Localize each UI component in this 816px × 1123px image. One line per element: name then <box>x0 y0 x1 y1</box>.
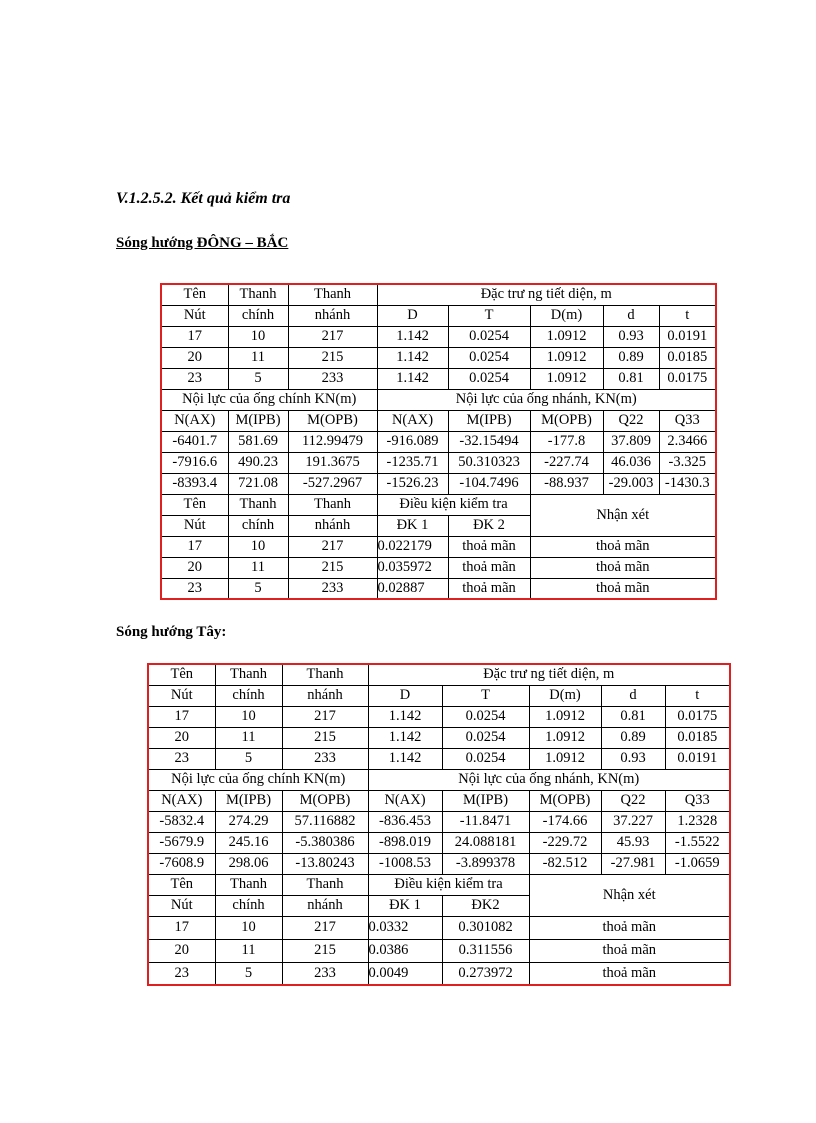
header-nax: N(AX) <box>161 410 228 431</box>
results-table-northeast <box>160 283 717 600</box>
header-dk1: ĐK 1 <box>377 515 448 536</box>
table-row <box>161 473 716 494</box>
header-nhan-xet: Nhận xét <box>529 874 730 916</box>
header-dieu-kien: Điều kiện kiểm tra <box>368 874 529 895</box>
header-nut: Nút <box>148 895 215 916</box>
header-Dm: D(m) <box>529 685 601 706</box>
cell: -82.512 <box>529 853 601 874</box>
check-header-row <box>161 494 716 515</box>
section1-title: Sóng hướng ĐÔNG – BẮC <box>116 235 289 251</box>
force-header-row <box>148 790 730 811</box>
cell: -3.325 <box>659 452 716 473</box>
cell: 11 <box>215 727 282 748</box>
table-row <box>161 557 716 578</box>
header-d: d <box>603 305 659 326</box>
cell: 0.93 <box>601 748 665 769</box>
header-D: D <box>368 685 442 706</box>
header-thanh-chinh: Thanh <box>215 664 282 685</box>
cell: -6401.7 <box>161 431 228 452</box>
table-row <box>148 727 730 748</box>
header-q22: Q22 <box>601 790 665 811</box>
cell: -1430.3 <box>659 473 716 494</box>
geom-header-row <box>161 284 716 305</box>
cell: 0.0191 <box>665 748 730 769</box>
cell: -898.019 <box>368 832 442 853</box>
header-dk2: ĐK2 <box>442 895 529 916</box>
cell: 37.227 <box>601 811 665 832</box>
cell: 23 <box>161 368 228 389</box>
cell: 0.0254 <box>448 347 530 368</box>
cell: 0.81 <box>601 706 665 727</box>
cell: 215 <box>282 939 368 962</box>
cell: 0.273972 <box>442 962 529 985</box>
cell: -5832.4 <box>148 811 215 832</box>
cell: 217 <box>288 326 377 347</box>
cell: 17 <box>161 536 228 557</box>
table-row <box>148 939 730 962</box>
cell: -177.8 <box>530 431 603 452</box>
cell: 5 <box>215 962 282 985</box>
cell: 1.0912 <box>529 706 601 727</box>
cell: 20 <box>148 939 215 962</box>
cell: -5.380386 <box>282 832 368 853</box>
cell: thoả mãn <box>530 557 716 578</box>
check-header-row <box>148 874 730 895</box>
cell: 23 <box>161 578 228 599</box>
cell: 0.311556 <box>442 939 529 962</box>
header-dieu-kien: Điều kiện kiểm tra <box>377 494 530 515</box>
cell: -29.003 <box>603 473 659 494</box>
cell: -174.66 <box>529 811 601 832</box>
table-row <box>161 431 716 452</box>
cell: 1.142 <box>377 347 448 368</box>
cell: 2.3466 <box>659 431 716 452</box>
cell: 298.06 <box>215 853 282 874</box>
cell: 10 <box>215 916 282 939</box>
header-thanh-chinh: Thanh <box>215 874 282 895</box>
cell: 0.0386 <box>368 939 442 962</box>
cell: 1.0912 <box>529 727 601 748</box>
table-row <box>148 811 730 832</box>
force-group-header-row <box>161 389 716 410</box>
cell: 10 <box>215 706 282 727</box>
cell: 1.0912 <box>530 326 603 347</box>
section2-title: Sóng hướng Tây: <box>116 624 227 640</box>
cell: 233 <box>288 368 377 389</box>
table-row <box>161 326 716 347</box>
header-mipb: M(IPB) <box>448 410 530 431</box>
cell: 20 <box>161 347 228 368</box>
cell: 37.809 <box>603 431 659 452</box>
header-thanh-nhanh: Thanh <box>288 494 377 515</box>
cell: 0.035972 <box>377 557 448 578</box>
header-thanh-chinh: Thanh <box>228 284 288 305</box>
header-D: D <box>377 305 448 326</box>
cell: 1.142 <box>377 326 448 347</box>
header-mipb: M(IPB) <box>215 790 282 811</box>
cell: 233 <box>282 748 368 769</box>
cell: 5 <box>228 578 288 599</box>
geom-header-row-2 <box>148 685 730 706</box>
cell: 0.0175 <box>665 706 730 727</box>
header-ten: Tên <box>161 494 228 515</box>
cell: 0.0254 <box>448 326 530 347</box>
cell: 57.116882 <box>282 811 368 832</box>
cell: thoả mãn <box>448 578 530 599</box>
header-T: T <box>442 685 529 706</box>
header-mipb: M(IPB) <box>228 410 288 431</box>
cell: 490.23 <box>228 452 288 473</box>
cell: 112.99479 <box>288 431 377 452</box>
cell: 0.0049 <box>368 962 442 985</box>
header-mopb: M(OPB) <box>529 790 601 811</box>
cell: thoả mãn <box>530 578 716 599</box>
cell: -3.899378 <box>442 853 529 874</box>
cell: 20 <box>148 727 215 748</box>
header-dac-trung: Đặc trư ng tiết diện, m <box>368 664 730 685</box>
table-row <box>148 748 730 769</box>
force-group-header-row <box>148 769 730 790</box>
header-dk1: ĐK 1 <box>368 895 442 916</box>
header-ten: Tên <box>148 664 215 685</box>
header-nax: N(AX) <box>377 410 448 431</box>
header-nhanh: nhánh <box>288 305 377 326</box>
cell: -229.72 <box>529 832 601 853</box>
table-row <box>148 962 730 985</box>
cell: 0.0185 <box>665 727 730 748</box>
cell: 50.310323 <box>448 452 530 473</box>
cell: 233 <box>282 962 368 985</box>
cell: 0.0191 <box>659 326 716 347</box>
header-nhanh: nhánh <box>282 685 368 706</box>
cell: 1.142 <box>368 727 442 748</box>
results-table-west <box>147 663 731 986</box>
cell: 215 <box>288 557 377 578</box>
cell: 1.142 <box>368 748 442 769</box>
header-noi-luc-chinh: Nội lực của ống chính KN(m) <box>161 389 377 410</box>
header-nax: N(AX) <box>368 790 442 811</box>
section-heading: V.1.2.5.2. Kết quả kiểm tra <box>116 190 291 207</box>
cell: thoả mãn <box>448 557 530 578</box>
cell: 20 <box>161 557 228 578</box>
header-t: t <box>665 685 730 706</box>
header-nhanh: nhánh <box>282 895 368 916</box>
cell: -13.80243 <box>282 853 368 874</box>
header-T: T <box>448 305 530 326</box>
header-ten: Tên <box>148 874 215 895</box>
table-row <box>148 853 730 874</box>
header-dk2: ĐK 2 <box>448 515 530 536</box>
cell: -227.74 <box>530 452 603 473</box>
cell: thoả mãn <box>448 536 530 557</box>
cell: 0.0254 <box>442 748 529 769</box>
cell: 217 <box>288 536 377 557</box>
cell: -7916.6 <box>161 452 228 473</box>
header-nax: N(AX) <box>148 790 215 811</box>
cell: 17 <box>161 326 228 347</box>
cell: 217 <box>282 916 368 939</box>
cell: -916.089 <box>377 431 448 452</box>
table-row <box>148 832 730 853</box>
table-row <box>161 536 716 557</box>
cell: -836.453 <box>368 811 442 832</box>
cell: 17 <box>148 706 215 727</box>
header-chinh: chính <box>215 895 282 916</box>
header-thanh-nhanh: Thanh <box>282 874 368 895</box>
cell: 24.088181 <box>442 832 529 853</box>
cell: 245.16 <box>215 832 282 853</box>
header-mopb: M(OPB) <box>282 790 368 811</box>
cell: 45.93 <box>601 832 665 853</box>
cell: -1.0659 <box>665 853 730 874</box>
cell: 0.93 <box>603 326 659 347</box>
table-row <box>148 916 730 939</box>
cell: 46.036 <box>603 452 659 473</box>
cell: 215 <box>282 727 368 748</box>
header-d: d <box>601 685 665 706</box>
cell: -1526.23 <box>377 473 448 494</box>
header-noi-luc-nhanh: Nội lực của ống nhánh, KN(m) <box>368 769 730 790</box>
cell: -32.15494 <box>448 431 530 452</box>
cell: -527.2967 <box>288 473 377 494</box>
cell: thoả mãn <box>530 536 716 557</box>
table-row <box>161 368 716 389</box>
header-noi-luc-chinh: Nội lực của ống chính KN(m) <box>148 769 368 790</box>
header-nhan-xet: Nhận xét <box>530 494 716 536</box>
table-row <box>148 706 730 727</box>
cell: 191.3675 <box>288 452 377 473</box>
cell: -88.937 <box>530 473 603 494</box>
header-Dm: D(m) <box>530 305 603 326</box>
cell: 0.022179 <box>377 536 448 557</box>
cell: -5679.9 <box>148 832 215 853</box>
cell: 1.142 <box>368 706 442 727</box>
cell: -104.7496 <box>448 473 530 494</box>
force-header-row <box>161 410 716 431</box>
table-row <box>161 347 716 368</box>
cell: 1.0912 <box>530 368 603 389</box>
header-chinh: chính <box>215 685 282 706</box>
cell: 233 <box>288 578 377 599</box>
geom-header-row-2 <box>161 305 716 326</box>
cell: thoả mãn <box>529 962 730 985</box>
table-row <box>161 452 716 473</box>
header-t: t <box>659 305 716 326</box>
cell: -11.8471 <box>442 811 529 832</box>
cell: 17 <box>148 916 215 939</box>
cell: 0.0254 <box>442 727 529 748</box>
header-q33: Q33 <box>665 790 730 811</box>
cell: 0.02887 <box>377 578 448 599</box>
cell: -7608.9 <box>148 853 215 874</box>
cell: 0.0254 <box>448 368 530 389</box>
cell: 1.2328 <box>665 811 730 832</box>
cell: 1.0912 <box>529 748 601 769</box>
header-noi-luc-nhanh: Nội lực của ống nhánh, KN(m) <box>377 389 716 410</box>
cell: 23 <box>148 962 215 985</box>
cell: 0.0185 <box>659 347 716 368</box>
cell: 0.89 <box>601 727 665 748</box>
cell: 5 <box>228 368 288 389</box>
header-q22: Q22 <box>603 410 659 431</box>
table-row <box>161 578 716 599</box>
header-mopb: M(OPB) <box>530 410 603 431</box>
header-nut: Nút <box>161 515 228 536</box>
header-nut: Nút <box>161 305 228 326</box>
header-thanh-nhanh: Thanh <box>282 664 368 685</box>
cell: 0.0175 <box>659 368 716 389</box>
header-thanh-chinh: Thanh <box>228 494 288 515</box>
cell: 11 <box>215 939 282 962</box>
cell: 274.29 <box>215 811 282 832</box>
cell: thoả mãn <box>529 939 730 962</box>
cell: 10 <box>228 536 288 557</box>
cell: 217 <box>282 706 368 727</box>
cell: -8393.4 <box>161 473 228 494</box>
cell: 0.0254 <box>442 706 529 727</box>
cell: 721.08 <box>228 473 288 494</box>
cell: 581.69 <box>228 431 288 452</box>
cell: 11 <box>228 557 288 578</box>
cell: 5 <box>215 748 282 769</box>
cell: 0.89 <box>603 347 659 368</box>
header-chinh: chính <box>228 515 288 536</box>
header-mipb: M(IPB) <box>442 790 529 811</box>
header-q33: Q33 <box>659 410 716 431</box>
cell: 0.0332 <box>368 916 442 939</box>
header-ten: Tên <box>161 284 228 305</box>
cell: 11 <box>228 347 288 368</box>
cell: 0.301082 <box>442 916 529 939</box>
header-nhanh: nhánh <box>288 515 377 536</box>
header-dac-trung: Đặc trư ng tiết diện, m <box>377 284 716 305</box>
cell: 1.142 <box>377 368 448 389</box>
cell: 10 <box>228 326 288 347</box>
geom-header-row <box>148 664 730 685</box>
cell: -27.981 <box>601 853 665 874</box>
cell: -1235.71 <box>377 452 448 473</box>
cell: -1.5522 <box>665 832 730 853</box>
cell: 23 <box>148 748 215 769</box>
cell: 215 <box>288 347 377 368</box>
header-chinh: chính <box>228 305 288 326</box>
cell: thoả mãn <box>529 916 730 939</box>
cell: 1.0912 <box>530 347 603 368</box>
header-thanh-nhanh: Thanh <box>288 284 377 305</box>
header-mopb: M(OPB) <box>288 410 377 431</box>
cell: -1008.53 <box>368 853 442 874</box>
cell: 0.81 <box>603 368 659 389</box>
header-nut: Nút <box>148 685 215 706</box>
